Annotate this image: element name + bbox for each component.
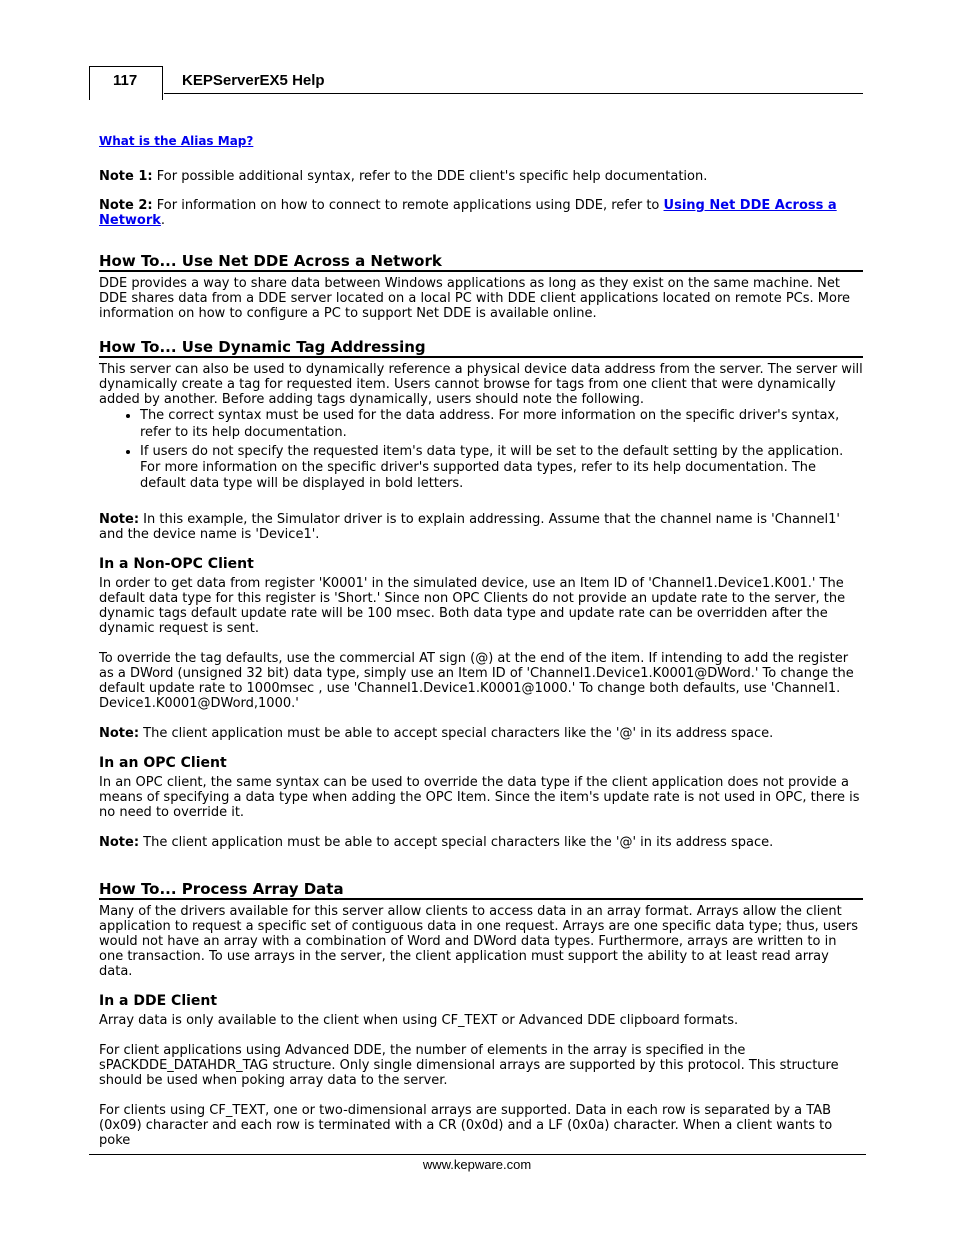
opc-note-text: The client application must be able to accept special characters like the '@' in its address space. — [139, 835, 774, 850]
note2-label: Note 2: — [99, 198, 153, 213]
non-opc-note-text: The client application must be able to accept special characters like the '@' in its address space. — [139, 726, 774, 741]
page-content — [99, 134, 863, 1148]
dde-client-heading: In a DDE Client — [99, 993, 218, 1009]
note1-label: Note 1: — [99, 169, 153, 184]
dynamic-note — [99, 512, 863, 542]
alias-link-paragraph — [99, 134, 863, 149]
opc-note — [99, 835, 863, 850]
non-opc-p2: To override the tag defaults, use the commercial AT sign (@) at the end of the item. If intending to add the register as a DWord (unsigned 32 bit) data type, simply use an Item ID of 'Channel1.Device1.K0001@DWord.' To change the default update rate to 1000msec , use 'Channel1.Device1.K0001@1000.' To change both defaults, use 'Channel1. Device1.K0001@DWord,1000.' — [99, 651, 854, 711]
opc-note-label: Note: — [99, 835, 140, 850]
dde-client-p1: Array data is only available to the client when using CF_TEXT or Advanced DDE clipboard formats. — [99, 1013, 739, 1028]
dynamic-intro: This server can also be used to dynamically reference a physical device data address from the server. The server will dynamically create a tag for requested item. Users cannot browse for tags from one client that were dynamically added by another. Before adding tags dynamically, users should note the following. — [99, 362, 863, 407]
dynamic-bullet-list — [99, 407, 863, 492]
note2-text: For information on how to connect to remote applications using DDE, refer to — [152, 198, 664, 213]
opc-p1: In an OPC client, the same syntax can be used to override the data type if the client application does not provide a means of specifying a data type when adding the OPC Item. Since the item's update rate is not used in OPC, there is no need to override it. — [99, 775, 860, 820]
note1-text: For possible additional syntax, refer to the DDE client's specific help documentation. — [152, 169, 708, 184]
dynamic-note-label: Note: — [99, 512, 140, 527]
dynamic-note-text: In this example, the Simulator driver is to explain addressing. Assume that the channel name is 'Channel1' and the device name is 'Device1'. — [99, 512, 840, 542]
header-rule — [164, 93, 863, 94]
dynamic-heading: How To... Use Dynamic Tag Addressing — [99, 339, 863, 358]
array-heading: How To... Process Array Data — [99, 881, 863, 900]
note1 — [99, 169, 863, 184]
list-item: • The correct syntax must be used for the data address. For more information on the specific driver's syntax, refer to its help documentation. — [140, 407, 863, 441]
array-intro: Many of the drivers available for this server allow clients to access data in an array format. Arrays allow the client application to request a specific set of contiguous data in one request. Arrays are one specific data type; thus, users would not have an array with a combination of Word and DWord data types. Furthermore, arrays are written to in one transaction. To use arrays in the server, the client application must support the ability to at least read array data. — [99, 904, 858, 979]
page-number: 117 — [113, 72, 138, 89]
footer-rule — [89, 1154, 866, 1155]
non-opc-heading: In a Non-OPC Client — [99, 556, 254, 572]
note2-end: . — [160, 213, 166, 228]
dde-client-p2: For client applications using Advanced DDE, the number of elements in the array is specified in the sPACKDDE_DATAHDR_TAG structure. Only single dimensional arrays are supported by this protocol. This structure should be used when poking array data to the server. — [99, 1043, 839, 1088]
footer-url: www.kepware.com — [422, 1157, 532, 1172]
net-dde-link[interactable]: Using Net DDE Across a Network — [99, 198, 837, 228]
opc-heading: In an OPC Client — [99, 755, 227, 771]
dde-client-p3: For clients using CF_TEXT, one or two-dimensional arrays are supported. Data in each row is separated by a TAB (0x09) character and each row is terminated with a CR (0x0d) and a LF (0x0a) character. When a client wants to poke — [99, 1103, 833, 1148]
list-item: • If users do not specify the requested item's data type, it will be set to the default setting by the application. For more information on the specific driver's supported data types, refer to its help documentation. The default data type will be displayed in bold letters. — [140, 444, 863, 492]
non-opc-note — [99, 726, 863, 741]
non-opc-note-label: Note: — [99, 726, 140, 741]
net-dde-heading: How To... Use Net DDE Across a Network — [99, 253, 863, 272]
non-opc-p1: In order to get data from register 'K0001' in the simulated device, use an Item ID of 'Channel1.Device1.K001.' The default data type for this register is 'Short.' Since non OPC Clients do not provide an update rate to the server, the dynamic tags default update rate will be 100 msec. Both data type and update rate can be overridden after the dynamic request is sent. — [99, 576, 846, 636]
net-dde-body: DDE provides a way to share data between Windows applications as long as they exist on the same machine. Net DDE shares data from a DDE server located on a local PC with DDE client applications located on remote PCs. More information on how to configure a PC to support Net DDE is available online. — [99, 276, 851, 321]
header-title: KEPServerEX5 Help — [182, 72, 325, 89]
note2 — [99, 198, 863, 228]
alias-map-link[interactable]: What is the Alias Map? — [99, 134, 254, 148]
